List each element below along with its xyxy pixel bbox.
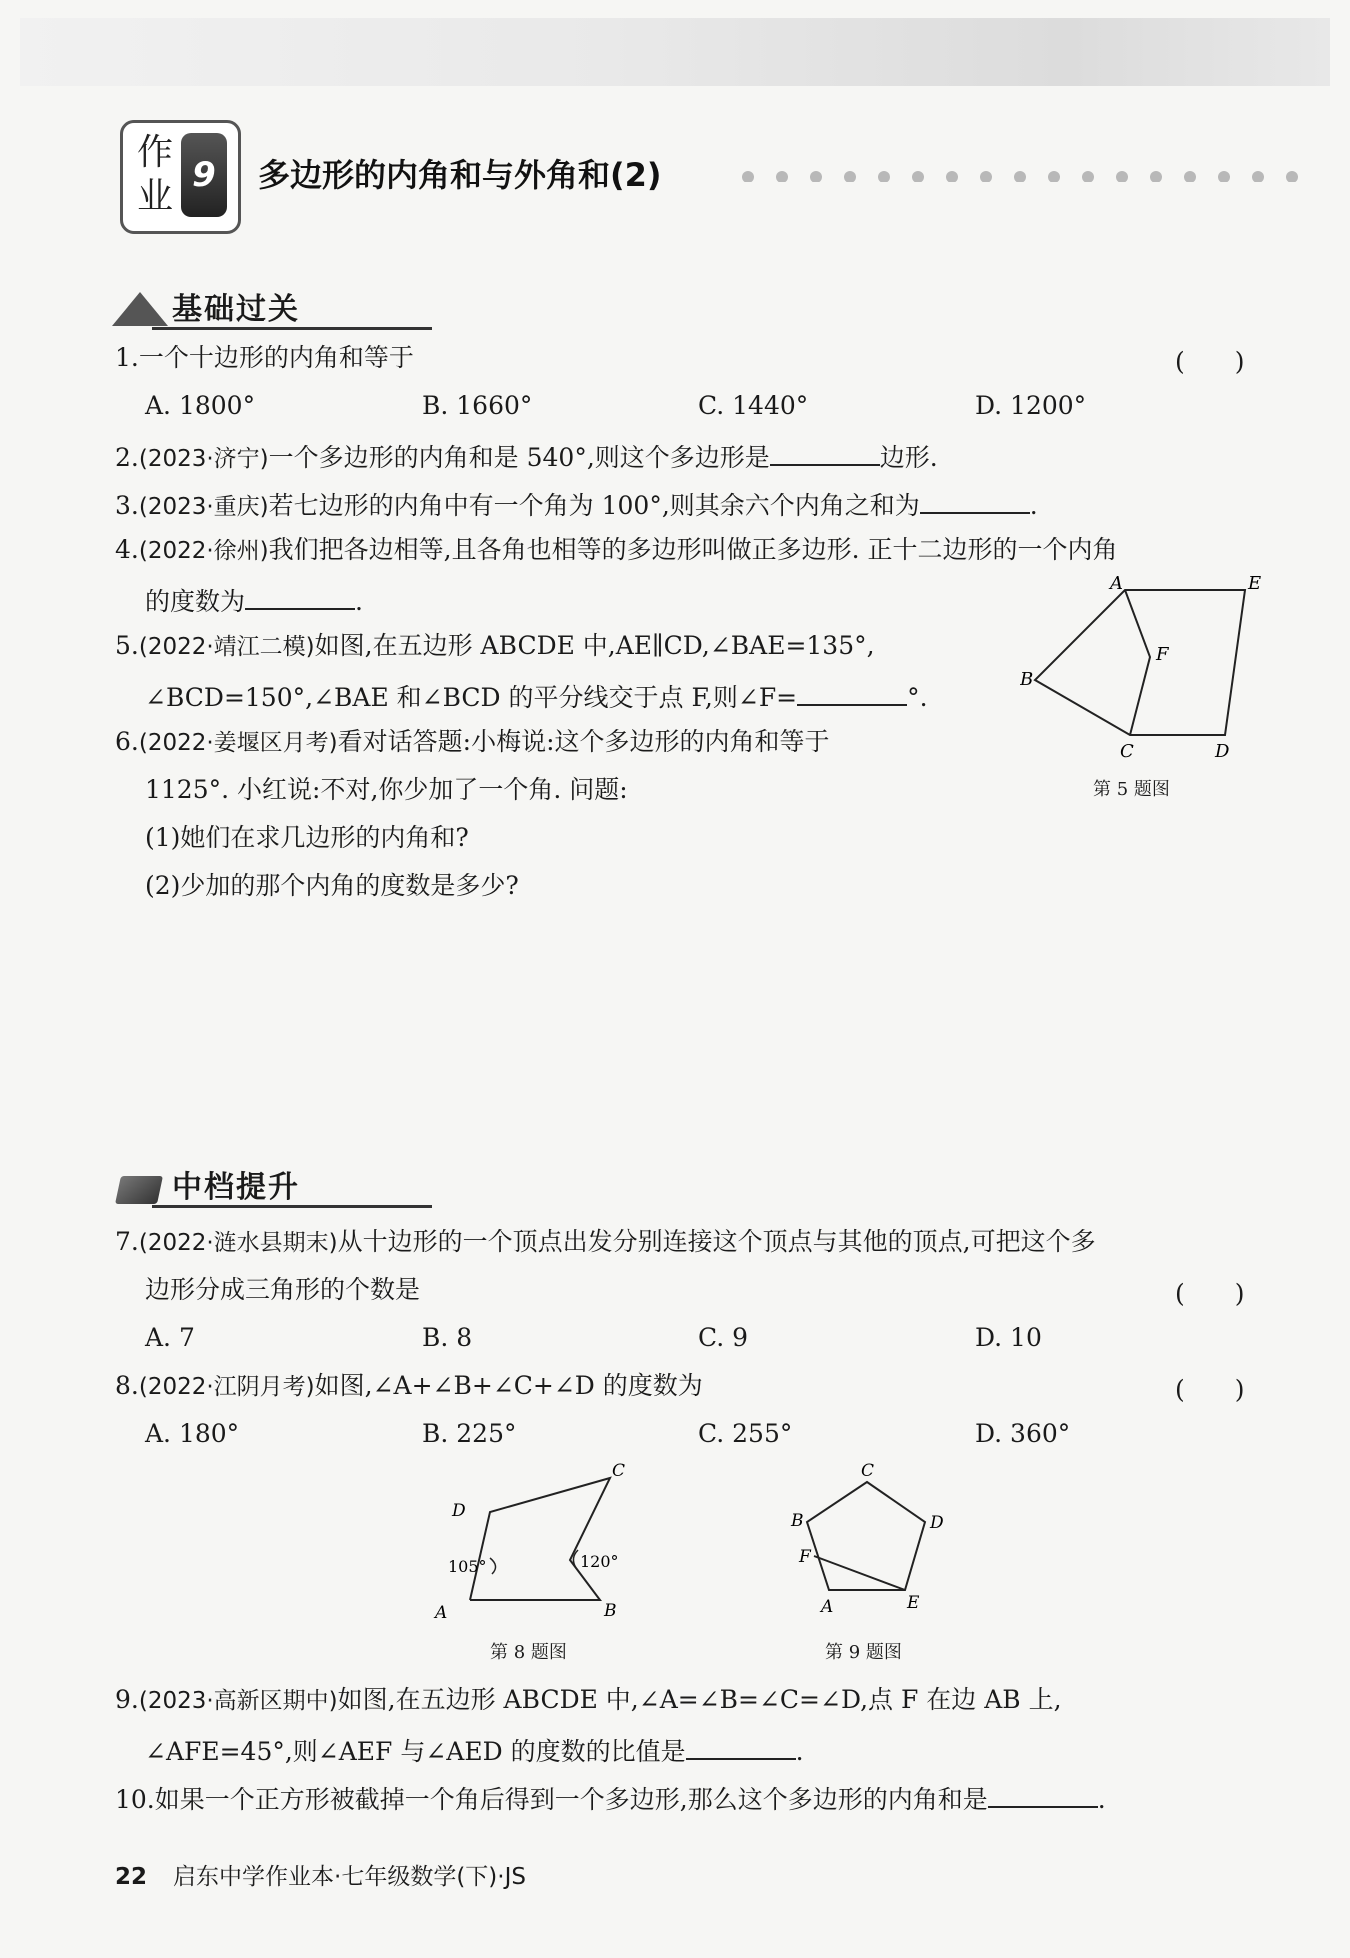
q8-source: (2022·江阴月考): [138, 1374, 315, 1400]
fig9-label-b: B: [791, 1511, 804, 1531]
question-1: [115, 342, 414, 374]
question-3: [115, 486, 1038, 523]
q2-text-b: 边形.: [879, 443, 938, 472]
fig5-label-f: F: [1156, 644, 1169, 665]
fig9-label-e: E: [907, 1593, 920, 1613]
fig8-label-a: A: [435, 1603, 448, 1623]
q4-line1: 我们把各边相等,且各角也相等的多边形叫做正多边形. 正十二边形的一个内角: [268, 535, 1118, 564]
q5-line1: 如图,在五边形 ABCDE 中,AE∥CD,∠BAE=135°,: [314, 631, 875, 660]
q5-num: 5.: [115, 631, 139, 660]
fig5-label-e: E: [1248, 575, 1262, 594]
q7-choice-b: B. 8: [422, 1323, 473, 1352]
fig8-label-105: 105°: [448, 1557, 487, 1576]
q3-num: 3.: [115, 491, 139, 520]
fig9-label-a: A: [821, 1597, 834, 1617]
q5-line2-a: ∠BCD=150°,∠BAE 和∠BCD 的平分线交于点 F,则∠F=: [145, 683, 798, 712]
fig8-label-b: B: [604, 1601, 617, 1621]
question-5-line2: [145, 678, 928, 714]
q2-num: 2.: [115, 443, 139, 472]
q1-num: 1.: [115, 343, 139, 372]
page-footer: [115, 1858, 526, 1891]
fig8-shape: [470, 1478, 610, 1600]
question-9: [115, 1684, 1062, 1717]
q2-text-a: 一个多边形的内角和是 540°,则这个多边形是: [268, 443, 770, 472]
homework-badge: [120, 120, 241, 234]
q8-answer-paren: ( ): [1175, 1375, 1245, 1404]
q3-text-b: .: [1029, 491, 1038, 520]
q4-line2-b: .: [355, 587, 363, 616]
figure-5: [1020, 575, 1270, 775]
q7-answer-paren: ( ): [1175, 1279, 1245, 1308]
badge-number: 9: [181, 133, 227, 217]
section-underline: [152, 327, 432, 330]
q9-line2-b: .: [795, 1737, 804, 1766]
section-block-icon: [115, 1176, 163, 1204]
page-title: 多边形的内角和与外角和(2): [258, 156, 662, 194]
q5-line2-b: °.: [907, 683, 928, 712]
q10-text-a: 如果一个正方形被截掉一个角后得到一个多边形,那么这个多边形的内角和是: [154, 1785, 988, 1814]
q3-source: (2023·重庆): [138, 494, 269, 520]
figure-8: [430, 1460, 640, 1630]
q8-num: 8.: [115, 1371, 139, 1400]
section-mid-label: 中档提升: [172, 1170, 300, 1205]
q6-num: 6.: [115, 727, 139, 756]
mountain-icon: [112, 292, 168, 326]
q6-source: (2022·姜堰区月考): [138, 730, 338, 756]
q7-num: 7.: [115, 1227, 139, 1256]
question-2: [115, 438, 938, 475]
fig8-angle-arc-105: [490, 1558, 496, 1574]
q1-choice-b: B. 1660°: [422, 391, 533, 420]
q8-text: 如图,∠A+∠B+∠C+∠D 的度数为: [314, 1371, 703, 1400]
q3-text-a: 若七边形的内角中有一个角为 100°,则其余六个内角之和为: [268, 491, 920, 520]
q6-sub2: (2)少加的那个内角的度数是多少?: [145, 871, 519, 900]
q9-blank: [686, 1732, 796, 1760]
question-6: [115, 726, 830, 759]
question-9-line2: [145, 1732, 804, 1768]
fig9-label-f: F: [799, 1547, 811, 1567]
fig8-caption: 第 8 题图: [490, 1642, 567, 1663]
q2-source: (2023·济宁): [138, 446, 269, 472]
q9-line1: 如图,在五边形 ABCDE 中,∠A=∠B=∠C=∠D,点 F 在边 AB 上,: [337, 1685, 1062, 1714]
fig8-label-d: D: [452, 1501, 466, 1521]
q9-num: 9.: [115, 1685, 139, 1714]
section-basic-label: 基础过关: [172, 292, 300, 327]
q9-line2-a: ∠AFE=45°,则∠AEF 与∠AED 的度数的比值是: [145, 1737, 686, 1766]
q7-choice-a: A. 7: [145, 1323, 195, 1352]
q8-choice-c: C. 255°: [698, 1419, 793, 1448]
q10-text-b: .: [1097, 1785, 1106, 1814]
q4-line2-a: 的度数为: [145, 587, 246, 616]
q7-line2: 边形分成三角形的个数是: [145, 1275, 421, 1304]
fig5-label-c: C: [1120, 741, 1134, 762]
q1-choice-c: C. 1440°: [698, 391, 809, 420]
q4-num: 4.: [115, 535, 139, 564]
fig5-label-d: D: [1215, 741, 1230, 762]
fig5-label-a: A: [1110, 575, 1123, 594]
question-4: [115, 534, 1118, 567]
q7-source: (2022·涟水县期末): [138, 1230, 338, 1256]
q6-line2: 1125°. 小红说:不对,你少加了一个角. 问题:: [145, 775, 628, 804]
q8-choice-b: B. 225°: [422, 1419, 517, 1448]
q7-line1: 从十边形的一个顶点出发分别连接这个顶点与其他的顶点,可把这个多: [337, 1227, 1096, 1256]
q2-blank: [770, 438, 880, 466]
figure-9: [785, 1460, 975, 1630]
fig5-bisectors: [1125, 590, 1150, 735]
q9-source: (2023·高新区期中): [138, 1688, 338, 1714]
q4-source: (2022·徐州): [138, 538, 269, 564]
question-4-line2: [145, 582, 363, 618]
badge-text: 作业: [137, 132, 174, 217]
page-number: 22: [115, 1864, 148, 1890]
q4-blank: [245, 582, 355, 610]
q1-text: 一个十边形的内角和等于: [138, 343, 414, 372]
section-underline: [152, 1205, 432, 1208]
q10-blank: [988, 1780, 1098, 1808]
question-7: [115, 1226, 1096, 1259]
fig9-caption: 第 9 题图: [825, 1642, 902, 1663]
fig8-label-120: 120°: [580, 1552, 619, 1571]
fig9-label-c: C: [861, 1461, 875, 1481]
fig9-label-d: D: [930, 1513, 944, 1533]
q8-choice-d: D. 360°: [975, 1419, 1071, 1448]
q5-source: (2022·靖江二模): [138, 634, 315, 660]
q8-choice-a: A. 180°: [145, 1419, 240, 1448]
q6-sub1: (1)她们在求几边形的内角和?: [145, 823, 469, 852]
fig5-pentagon: [1035, 590, 1245, 735]
question-10: [115, 1780, 1106, 1816]
fig5-label-b: B: [1020, 669, 1034, 690]
question-5: [115, 630, 875, 663]
fig8-label-c: C: [612, 1461, 626, 1481]
q1-choice-a: A. 1800°: [145, 391, 256, 420]
fig5-caption: 第 5 题图: [1093, 779, 1170, 800]
q5-blank: [797, 678, 907, 706]
q6-line1: 看对话答题:小梅说:这个多边形的内角和等于: [337, 727, 830, 756]
q1-choice-d: D. 1200°: [975, 391, 1087, 420]
title-dots: [742, 168, 1312, 182]
q7-choice-d: D. 10: [975, 1323, 1042, 1352]
q7-choice-c: C. 9: [698, 1323, 749, 1352]
question-8: [115, 1370, 703, 1403]
q10-num: 10.: [115, 1785, 155, 1814]
q3-blank: [920, 486, 1030, 514]
q1-answer-paren: ( ): [1175, 347, 1245, 376]
top-strip: [20, 18, 1330, 86]
book-title: 启东中学作业本·七年级数学(下)·JS: [173, 1864, 526, 1890]
fig9-pentagon: [807, 1482, 925, 1590]
